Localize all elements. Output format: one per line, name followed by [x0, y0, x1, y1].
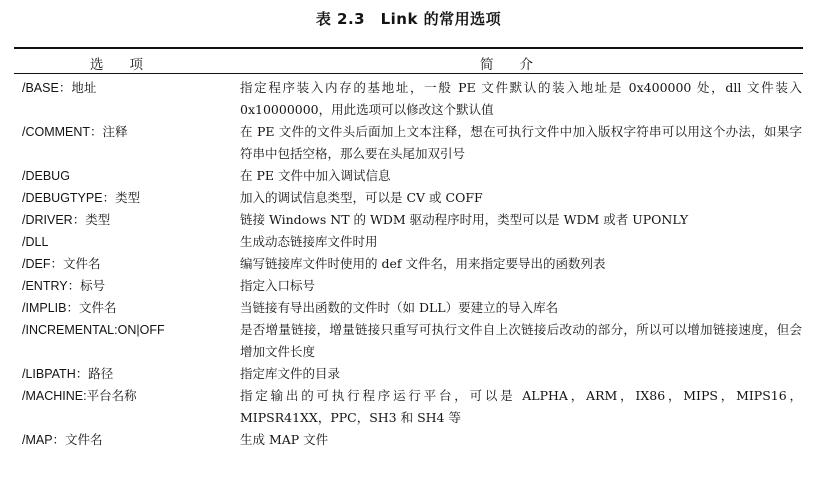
option-cell: /MAP：文件名	[22, 433, 103, 447]
description-cell: 指定库文件的目录	[240, 366, 341, 381]
description-cell: 是否增量链接，增量链接只重写可执行文件自上次链接后改动的部分，所以可以增加链接速度，但会增加文件长度	[240, 322, 802, 359]
option-cell: /IMPLIB：文件名	[22, 301, 117, 315]
table-header-rule	[14, 73, 803, 74]
description-cell: 加入的调试信息类型，可以是 CV 或 COFF	[240, 190, 483, 205]
table-row	[0, 231, 817, 253]
column-header-description: 简介	[480, 57, 559, 73]
option-cell: /ENTRY：标号	[22, 279, 106, 293]
description-cell: 链接 Windows NT 的 WDM 驱动程序时用，类型可以是 WDM 或者 UPONLY	[240, 212, 689, 227]
option-cell: /DEBUG	[22, 169, 70, 183]
table-row	[0, 187, 817, 209]
description-cell: 生成动态链接库文件时用	[240, 234, 378, 249]
option-cell: /DEBUGTYPE：类型	[22, 191, 141, 205]
table-row	[0, 209, 817, 231]
option-cell: /BASE：地址	[22, 81, 97, 95]
description-cell: 指定入口标号	[240, 278, 316, 293]
table-row	[0, 77, 817, 121]
description-cell: 在 PE 文件中加入调试信息	[240, 168, 391, 183]
table-row	[0, 429, 817, 451]
table-body	[0, 77, 817, 451]
description-cell: 编写链接库文件时使用的 def 文件名，用来指定要导出的函数列表	[240, 256, 606, 271]
option-cell: /MACHINE:平台名称	[22, 389, 137, 403]
table-row	[0, 319, 817, 363]
option-cell: /LIBPATH：路径	[22, 367, 114, 381]
option-cell: /DLL	[22, 235, 49, 249]
description-cell: 当链接有导出函数的文件时（如 DLL）要建立的导入库名	[240, 300, 559, 315]
column-header-option: 选项	[90, 57, 169, 73]
description-cell: 指定输出的可执行程序运行平台，可以是 ALPHA，ARM，IX86，MIPS，MIPS16，MIPSR41XX，PPC，SH3 和 SH4 等	[240, 388, 802, 425]
option-cell: /DEF：文件名	[22, 257, 101, 271]
option-cell: /COMMENT：注释	[22, 125, 128, 139]
table-top-rule	[14, 47, 803, 49]
table-row	[0, 275, 817, 297]
option-cell: /DRIVER：类型	[22, 213, 111, 227]
description-cell: 在 PE 文件的文件头后面加上文本注释，想在可执行文件中加入版权字符串可以用这个办法，如果字符串中包括空格，那么要在头尾加双引号	[240, 124, 802, 161]
description-cell: 生成 MAP 文件	[240, 432, 329, 447]
table-row	[0, 363, 817, 385]
table-row	[0, 385, 817, 429]
table-caption: 表 2.3 Link 的常用选项	[315, 10, 502, 28]
option-cell: /INCREMENTAL:ON|OFF	[22, 323, 165, 337]
table-row	[0, 253, 817, 275]
table-row	[0, 121, 817, 165]
table-row	[0, 165, 817, 187]
description-cell: 指定程序装入内存的基地址，一般 PE 文件默认的装入地址是 0x400000 处，dll 文件装入 0x10000000，用此选项可以修改这个默认值	[240, 80, 802, 117]
table-row	[0, 297, 817, 319]
